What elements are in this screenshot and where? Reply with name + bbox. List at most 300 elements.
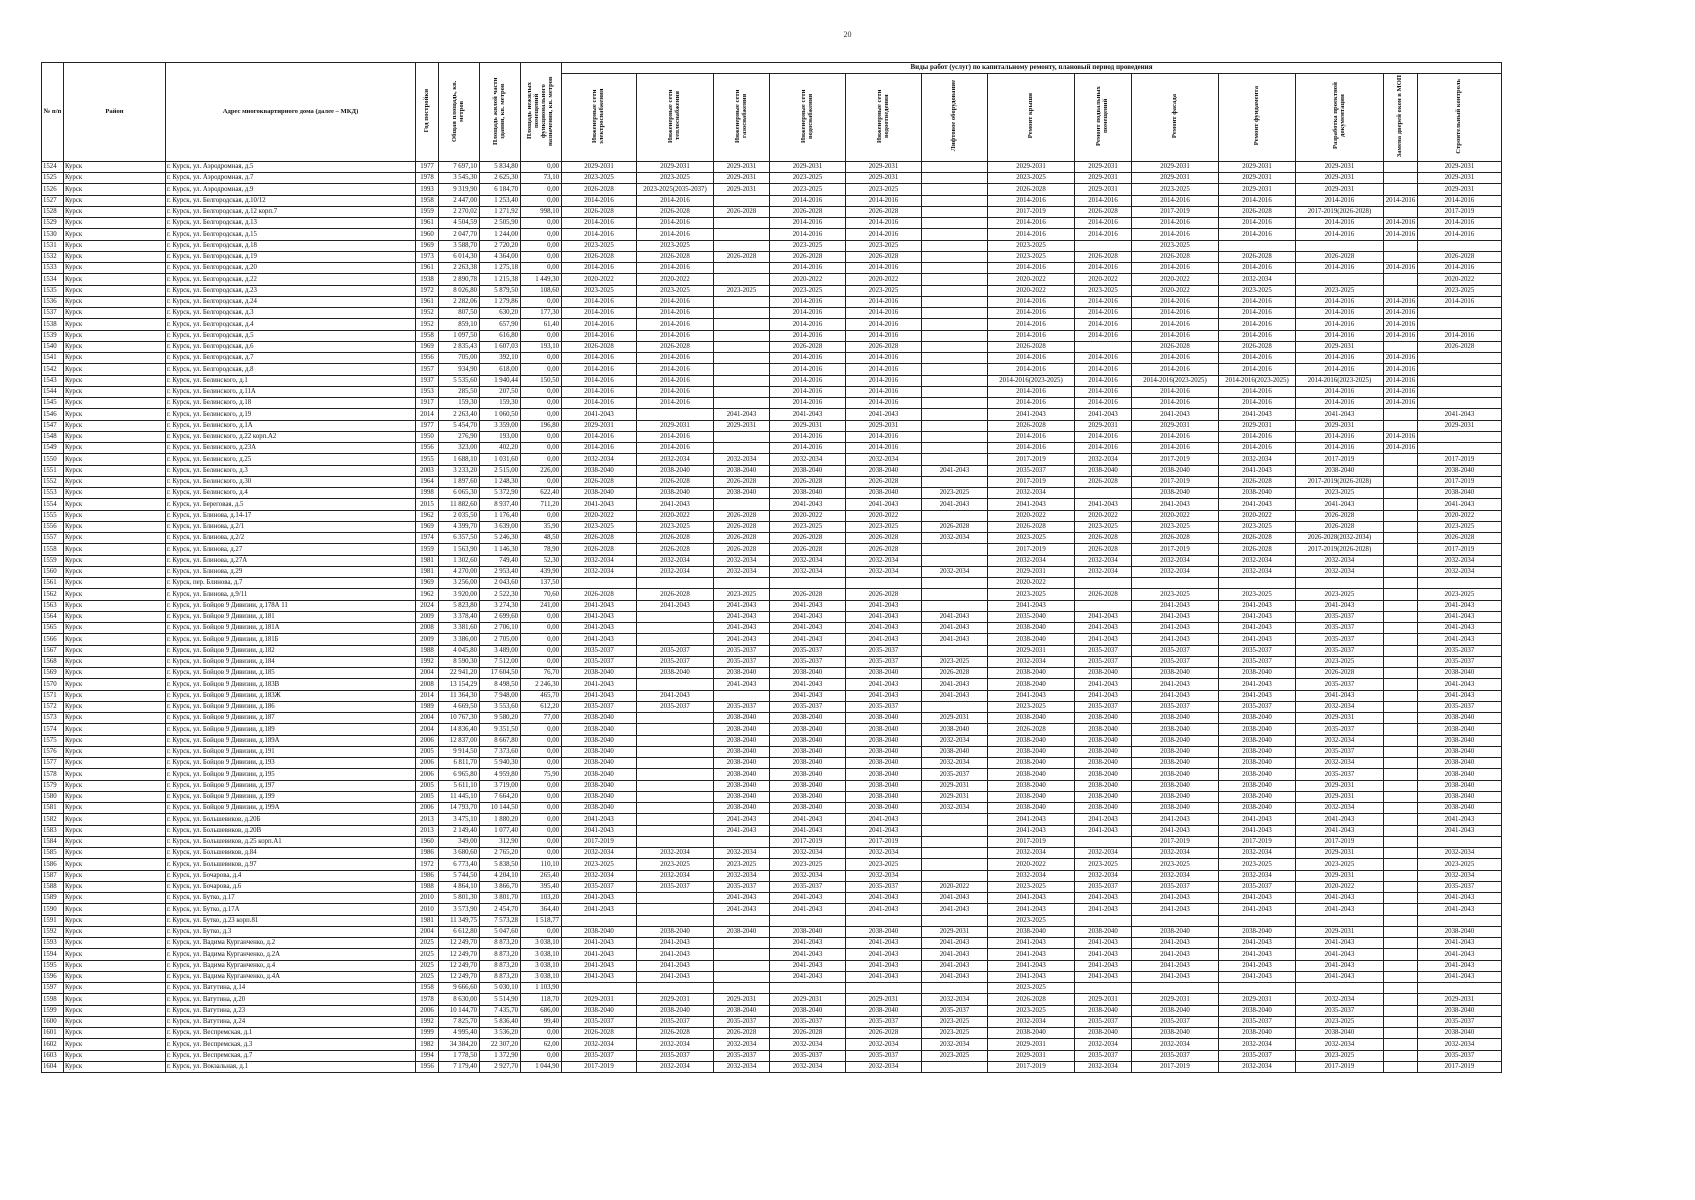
table-cell: 2026-2028 (714, 206, 770, 217)
table-cell (770, 983, 846, 994)
table-cell: 0,00 (521, 353, 562, 364)
table-cell: 2 890,78 (439, 274, 480, 285)
table-cell: 1994 (416, 1050, 439, 1061)
table-cell: 2032-2034 (846, 566, 922, 577)
table-cell (1075, 983, 1132, 994)
table-cell: 1956 (416, 1061, 439, 1072)
table-cell: 1969 (416, 578, 439, 589)
table-cell: 2026-2028 (714, 510, 770, 521)
table-cell: 2038-2040 (846, 758, 922, 769)
table-cell: Курск (64, 758, 166, 769)
table-cell: 2041-2043 (988, 690, 1075, 701)
table-cell: 2038-2040 (562, 791, 637, 802)
table-cell: 2041-2043 (988, 814, 1075, 825)
table-row (42, 881, 1502, 892)
table-cell: 1952 (416, 319, 439, 330)
table-cell: 1981 (416, 915, 439, 926)
table-cell (846, 578, 922, 589)
table-cell: 207,50 (480, 386, 521, 397)
table-cell: 2014 (416, 690, 439, 701)
table-cell: 2017-2019 (1132, 476, 1219, 487)
table-cell: 1960 (416, 836, 439, 847)
table-cell (1384, 904, 1418, 915)
table-cell: 2035-2037 (637, 656, 714, 667)
table-row (42, 1016, 1502, 1027)
table-cell: 2029-2031 (1296, 420, 1384, 431)
table-cell: 2014-2016 (1132, 353, 1219, 364)
table-cell: 2014-2016 (846, 229, 922, 240)
table-cell: 2041-2043 (846, 409, 922, 420)
table-cell (846, 915, 922, 926)
table-cell: 2035-2037 (770, 881, 846, 892)
table-cell: 2014-2016 (988, 296, 1075, 307)
table-cell: 12 249,70 (439, 971, 480, 982)
table-cell: 1 097,50 (439, 330, 480, 341)
table-cell: Курск (64, 803, 166, 814)
table-cell: 2038-2040 (1132, 713, 1219, 724)
table-cell (714, 308, 770, 319)
table-cell: 2014-2016 (1132, 319, 1219, 330)
table-cell: г. Курск, ул. Блинова, д.14-17 (166, 510, 416, 521)
table-cell: 2041-2043 (562, 938, 637, 949)
table-cell: 2038-2040 (846, 488, 922, 499)
table-cell: 2041-2043 (1296, 949, 1384, 960)
table-cell: 2026-2028 (637, 589, 714, 600)
table-cell: 2014-2016 (562, 353, 637, 364)
table-cell: 2032-2034 (562, 566, 637, 577)
table-cell: 465,70 (521, 690, 562, 701)
table-cell: 2014-2016 (1219, 398, 1296, 409)
table-cell: 2038-2040 (988, 679, 1075, 690)
table-cell: 2014-2016 (1384, 443, 1418, 454)
table-cell: 2029-2031 (1296, 780, 1384, 791)
table-cell: 2032-2034 (637, 555, 714, 566)
table-cell: 2038-2040 (562, 724, 637, 735)
col-work-9: Ремонт фундамента (1219, 74, 1296, 162)
table-cell: 1 031,60 (480, 454, 521, 465)
table-cell: 1988 (416, 645, 439, 656)
table-cell: 2004 (416, 713, 439, 724)
table-cell: 2014-2016 (562, 308, 637, 319)
table-cell: 2035-2037 (1418, 701, 1502, 712)
table-cell: 1555 (42, 510, 64, 521)
table-cell: 2035-2037 (1296, 1005, 1384, 1016)
table-cell: 2038-2040 (1219, 668, 1296, 679)
table-cell: 2038-2040 (770, 713, 846, 724)
table-cell: 1 688,10 (439, 454, 480, 465)
table-row (42, 983, 1502, 994)
table-cell: 2020-2022 (1219, 510, 1296, 521)
table-cell: г. Курск, ул. Большевиков, д.25 корп.А1 (166, 836, 416, 847)
table-cell: г. Курск, ул. Бойцов 9 Дивизии, д.199А (166, 803, 416, 814)
table-cell (1384, 746, 1418, 757)
table-cell: 2035-2037 (1418, 881, 1502, 892)
table-cell: 2038-2040 (988, 735, 1075, 746)
table-cell: 1977 (416, 161, 439, 172)
table-cell (922, 240, 988, 251)
table-cell: 2014-2016 (1384, 263, 1418, 274)
table-cell: 2041-2043 (1075, 904, 1132, 915)
table-cell (1418, 386, 1502, 397)
table-row (42, 409, 1502, 420)
table-cell: 2017-2019 (1132, 206, 1219, 217)
table-cell: 2035-2037 (562, 1016, 637, 1027)
table-cell: 2038-2040 (1075, 735, 1132, 746)
table-cell: 150,50 (521, 375, 562, 386)
table-cell: 4 995,40 (439, 1028, 480, 1039)
table-cell: 2020-2022 (770, 274, 846, 285)
table-cell: Курск (64, 488, 166, 499)
table-cell (922, 836, 988, 847)
table-cell (1384, 578, 1418, 589)
table-cell: 2023-2025 (1219, 859, 1296, 870)
table-cell: 17 604,50 (480, 668, 521, 679)
table-cell: 2005 (416, 746, 439, 757)
table-cell (637, 825, 714, 836)
table-cell: Курск (64, 859, 166, 870)
table-cell: 2014-2016 (1075, 443, 1132, 454)
table-cell (1418, 836, 1502, 847)
table-cell: 2041-2043 (1132, 971, 1219, 982)
table-cell: 0,00 (521, 263, 562, 274)
table-cell: 2023-2025 (562, 173, 637, 184)
table-cell: г. Курск, ул. Белгородская, д.5 (166, 330, 416, 341)
table-cell: 2032-2034 (988, 848, 1075, 859)
table-cell: 2038-2040 (1219, 746, 1296, 757)
table-cell: 1 302,60 (439, 555, 480, 566)
table-cell: 2038-2040 (846, 724, 922, 735)
table-cell: 2017-2019 (988, 206, 1075, 217)
table-cell: 2023-2025 (922, 656, 988, 667)
table-cell (1384, 915, 1418, 926)
table-cell: г. Курск, ул. Бутко, д.17А (166, 904, 416, 915)
table-cell: 2017-2019 (1418, 1061, 1502, 1072)
table-cell (1384, 611, 1418, 622)
table-cell (1384, 206, 1418, 217)
table-cell: г. Курск, ул. Ватутина, д.14 (166, 983, 416, 994)
table-cell: Курск (64, 308, 166, 319)
table-cell: 5 879,50 (480, 285, 521, 296)
table-cell: 1540 (42, 341, 64, 352)
table-cell: 2014-2016 (1418, 296, 1502, 307)
table-cell (1418, 375, 1502, 386)
table-cell: 2032-2034 (1075, 870, 1132, 881)
table-cell: 2010 (416, 893, 439, 904)
table-cell: 2038-2040 (922, 724, 988, 735)
table-cell: Курск (64, 949, 166, 960)
table-cell: 2038-2040 (1219, 791, 1296, 802)
table-cell: 2026-2028 (637, 341, 714, 352)
table-cell: Курск (64, 915, 166, 926)
table-cell: 2038-2040 (846, 668, 922, 679)
table-cell: 2026-2028 (846, 1028, 922, 1039)
table-cell: 2038-2040 (770, 769, 846, 780)
table-cell: 2026-2028 (1075, 476, 1132, 487)
table-cell: 2026-2028 (1075, 533, 1132, 544)
col-work-4: Инженерные сети водоотведения (846, 74, 922, 162)
table-cell: 2041-2043 (988, 938, 1075, 949)
table-cell: 2023-2025 (922, 1028, 988, 1039)
table-row (42, 893, 1502, 904)
table-cell: 3 359,00 (480, 420, 521, 431)
table-cell: 2023-2025 (1418, 859, 1502, 870)
table-cell: 2041-2043 (1296, 690, 1384, 701)
table-row (42, 994, 1502, 1005)
table-cell: 2041-2043 (1418, 600, 1502, 611)
table-cell (1075, 915, 1132, 926)
table-cell: г. Курск, ул. Белгородская, д.24 (166, 296, 416, 307)
table-cell: 1 607,03 (480, 341, 521, 352)
table-cell: г. Курск, ул. Ватутина, д.23 (166, 1005, 416, 1016)
table-cell: 2041-2043 (922, 971, 988, 982)
table-cell: 1937 (416, 375, 439, 386)
table-cell: 2038-2040 (988, 780, 1075, 791)
table-cell: 11 349,75 (439, 915, 480, 926)
table-cell: 2014-2016 (1075, 375, 1132, 386)
table-cell: 2014-2016 (770, 364, 846, 375)
table-cell (1384, 240, 1418, 251)
table-cell (1075, 836, 1132, 847)
table-cell: 2041-2043 (1219, 971, 1296, 982)
col-work-2: Инженерные сети газоснабжения (714, 74, 770, 162)
table-cell: 2038-2040 (988, 746, 1075, 757)
table-cell: 2023-2025 (1296, 589, 1384, 600)
table-cell (1384, 836, 1418, 847)
table-cell: 2029-2031 (1296, 184, 1384, 195)
table-cell: 1557 (42, 533, 64, 544)
table-cell: 4 959,80 (480, 769, 521, 780)
table-cell: Курск (64, 938, 166, 949)
table-cell: 2014-2016 (770, 263, 846, 274)
table-cell: Курск (64, 274, 166, 285)
table-cell: 2009 (416, 611, 439, 622)
table-cell: 2041-2043 (988, 904, 1075, 915)
table-cell (1384, 769, 1418, 780)
table-cell: 2029-2031 (562, 994, 637, 1005)
table-cell: 2038-2040 (714, 488, 770, 499)
table-cell: 2041-2043 (562, 904, 637, 915)
table-cell (922, 701, 988, 712)
table-cell: 2032-2034 (770, 1039, 846, 1050)
table-cell: 0,00 (521, 240, 562, 251)
table-cell: 2014-2016 (988, 195, 1075, 206)
table-cell: 1559 (42, 555, 64, 566)
table-cell: 2035-2037 (1219, 881, 1296, 892)
table-cell: 2041-2043 (714, 634, 770, 645)
table-cell: 4 045,80 (439, 645, 480, 656)
table-cell: 2041-2043 (846, 623, 922, 634)
table-cell (1384, 713, 1418, 724)
table-cell: 1530 (42, 229, 64, 240)
table-cell: 2023-2025 (1132, 184, 1219, 195)
table-cell: 3 545,30 (439, 173, 480, 184)
table-cell: 2041-2043 (1219, 960, 1296, 971)
table-cell: 2035-2037 (1296, 645, 1384, 656)
table-cell (922, 578, 988, 589)
table-cell: 2014-2016 (1075, 353, 1132, 364)
document-sheet (41, 62, 1502, 1073)
col-total-area: Общая площадь, кв. метров (439, 63, 480, 162)
table-cell (922, 184, 988, 195)
table-cell: 2038-2040 (714, 769, 770, 780)
table-cell (562, 983, 637, 994)
table-cell: 10 144,70 (439, 1005, 480, 1016)
table-cell: 2041-2043 (1418, 679, 1502, 690)
table-cell (922, 443, 988, 454)
table-cell: 2023-2025 (770, 285, 846, 296)
table-cell: 14 836,40 (439, 724, 480, 735)
table-cell: 2038-2040 (1075, 803, 1132, 814)
table-cell: 2014-2016 (1219, 319, 1296, 330)
table-cell (637, 746, 714, 757)
table-cell: 2 263,38 (439, 263, 480, 274)
table-cell: 2014-2016 (770, 218, 846, 229)
table-cell: 12 837,00 (439, 735, 480, 746)
table-cell: 2032-2034 (1219, 454, 1296, 465)
table-cell: 2038-2040 (1132, 926, 1219, 937)
table-cell (1075, 600, 1132, 611)
table-cell: Курск (64, 218, 166, 229)
table-cell: 0,00 (521, 1028, 562, 1039)
table-cell: 2035-2037 (1075, 1050, 1132, 1061)
table-cell: 2035-2037 (846, 1016, 922, 1027)
table-cell: 2020-2022 (1296, 881, 1384, 892)
table-cell: 2041-2043 (1219, 938, 1296, 949)
table-cell: 2038-2040 (1075, 1005, 1132, 1016)
table-cell: 2023-2025 (562, 521, 637, 532)
table-cell: 2032-2034 (770, 555, 846, 566)
table-cell: 2026-2028 (988, 521, 1075, 532)
table-cell: 2038-2040 (1075, 668, 1132, 679)
table-cell: 3 038,10 (521, 949, 562, 960)
col-work-12: Строительный контроль (1418, 74, 1502, 162)
table-cell (1132, 983, 1219, 994)
table-cell: г. Курск, ул. Белинского, д.18 (166, 398, 416, 409)
table-cell: 2038-2040 (846, 926, 922, 937)
table-cell: 2014-2016 (770, 296, 846, 307)
table-cell: 2032-2034 (637, 1039, 714, 1050)
table-cell: 1537 (42, 308, 64, 319)
table-cell: 2035-2037 (637, 1050, 714, 1061)
table-cell: 2029-2031 (988, 645, 1075, 656)
table-row (42, 420, 1502, 431)
table-cell: 349,00 (439, 836, 480, 847)
table-cell: 2041-2043 (1418, 634, 1502, 645)
table-cell: 2020-2022 (1132, 274, 1219, 285)
table-cell: 1 275,18 (480, 263, 521, 274)
table-cell: 1 563,90 (439, 544, 480, 555)
table-cell: 2038-2040 (714, 803, 770, 814)
table-cell: 2014-2016 (1132, 263, 1219, 274)
table-cell: 1565 (42, 623, 64, 634)
table-cell: 2032-2034 (770, 1061, 846, 1072)
table-cell: 998,10 (521, 206, 562, 217)
table-cell: 2014-2016 (770, 375, 846, 386)
table-cell: 2014-2016 (846, 398, 922, 409)
table-cell (1384, 679, 1418, 690)
table-cell: 2038-2040 (988, 634, 1075, 645)
table-cell: 2014-2016 (770, 431, 846, 442)
table-cell: 2041-2043 (1296, 499, 1384, 510)
table-cell (1296, 578, 1384, 589)
table-cell: 2041-2043 (1418, 499, 1502, 510)
table-cell: 2041-2043 (1296, 893, 1384, 904)
table-cell: 2029-2031 (1418, 161, 1502, 172)
table-cell (714, 341, 770, 352)
table-cell: 705,00 (439, 353, 480, 364)
table-cell: 2041-2043 (714, 825, 770, 836)
table-cell: 2041-2043 (1075, 623, 1132, 634)
table-cell: 2038-2040 (562, 780, 637, 791)
table-cell: Курск (64, 679, 166, 690)
table-cell: 76,70 (521, 668, 562, 679)
table-cell: 2020-2022 (846, 510, 922, 521)
table-cell: 1 244,00 (480, 229, 521, 240)
table-cell: г. Курск, ул. Белгородская, д.7 (166, 353, 416, 364)
table-cell: 1594 (42, 949, 64, 960)
table-cell: 7 435,70 (480, 1005, 521, 1016)
table-cell: 2020-2022 (1075, 510, 1132, 521)
table-cell: Курск (64, 848, 166, 859)
table-row (42, 308, 1502, 319)
table-cell (922, 296, 988, 307)
table-cell: 2014-2016 (1418, 330, 1502, 341)
table-cell (714, 274, 770, 285)
table-cell: 2029-2031 (1296, 791, 1384, 802)
table-cell: Курск (64, 881, 166, 892)
table-cell: 2026-2028 (770, 206, 846, 217)
table-cell: 2032-2034 (922, 735, 988, 746)
table-cell: 2035-2037 (846, 1050, 922, 1061)
table-cell: 2032-2034 (1075, 1039, 1132, 1050)
table-cell: 2014-2016 (846, 443, 922, 454)
table-cell: 2014-2016 (1219, 263, 1296, 274)
table-cell: 2038-2040 (1132, 488, 1219, 499)
table-cell: 2014-2016(2023-2025) (1132, 375, 1219, 386)
table-cell (1384, 926, 1418, 937)
table-cell (922, 555, 988, 566)
table-row (42, 679, 1502, 690)
table-cell: 2014-2016 (562, 263, 637, 274)
table-cell: 2029-2031 (770, 420, 846, 431)
table-cell: Курск (64, 364, 166, 375)
table-cell: 193,10 (521, 341, 562, 352)
table-cell: 2041-2043 (1219, 904, 1296, 915)
table-cell: 2014-2016 (1075, 195, 1132, 206)
table-cell (770, 578, 846, 589)
table-cell: 2041-2043 (562, 690, 637, 701)
table-cell: 1950 (416, 431, 439, 442)
table-row (42, 296, 1502, 307)
table-cell (1384, 274, 1418, 285)
table-cell: 1589 (42, 893, 64, 904)
table-cell: 0,00 (521, 386, 562, 397)
table-cell: 1553 (42, 488, 64, 499)
table-cell: 2014-2016 (846, 195, 922, 206)
table-cell: 2041-2043 (988, 960, 1075, 971)
table-cell (922, 398, 988, 409)
table-cell: 10 767,30 (439, 713, 480, 724)
table-cell: 2026-2028 (714, 533, 770, 544)
table-cell: 2035-2037 (637, 881, 714, 892)
table-cell: 2014-2016 (1219, 195, 1296, 206)
table-cell: 1998 (416, 488, 439, 499)
table-cell: 6 773,40 (439, 859, 480, 870)
table-cell: 2026-2028 (846, 206, 922, 217)
table-cell (714, 195, 770, 206)
table-cell (1219, 240, 1296, 251)
table-cell: 1599 (42, 1005, 64, 1016)
